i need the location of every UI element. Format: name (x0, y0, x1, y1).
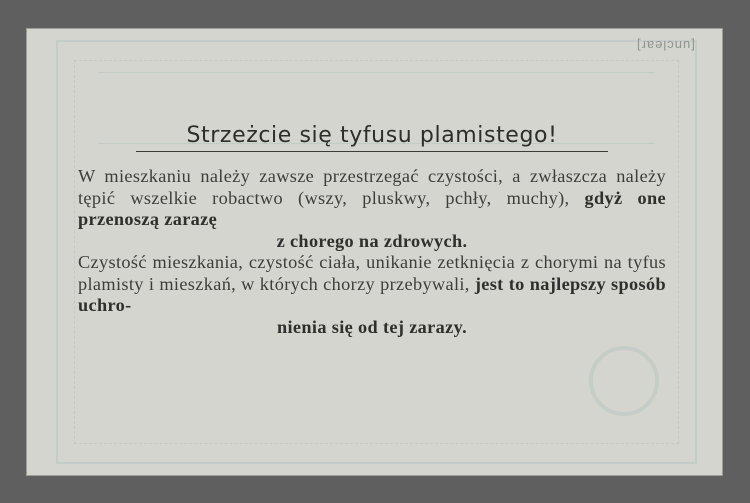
paragraph-1-text: W mieszkaniu należy zawsze przestrzegać czystości, a zwłaszcza należy tępić wszelkie robactwo (wszy, pluskwy, pchły, muchy), (78, 166, 666, 208)
paragraph-1 (78, 166, 666, 252)
paragraph-2-text: Czystość mieszkania, czystość ciała, unikanie zetknięcia z chorymi na tyfus plamisty i mieszkań, w których chorzy przebywali, (78, 252, 666, 294)
paragraph-2-bold-line: nienia się od tej zarazy. (276, 316, 467, 337)
show-through-circle (589, 346, 659, 416)
paragraph-2-bold-inline: jest to najlepszy sposób uchro- (78, 273, 666, 315)
leaflet-content (78, 123, 666, 338)
leaflet-title: Strzeżcie się tyfusu plamistego! (136, 123, 608, 152)
paragraph-2 (78, 252, 666, 338)
leaflet-body (78, 166, 666, 338)
leaflet-card (26, 28, 723, 476)
paragraph-1-bold-inline: gdyż one przenoszą zarazę (78, 187, 666, 229)
paragraph-1-bold-line: z chorego na zdrowych. (276, 230, 468, 251)
serial-number: [unclear] (636, 38, 695, 53)
